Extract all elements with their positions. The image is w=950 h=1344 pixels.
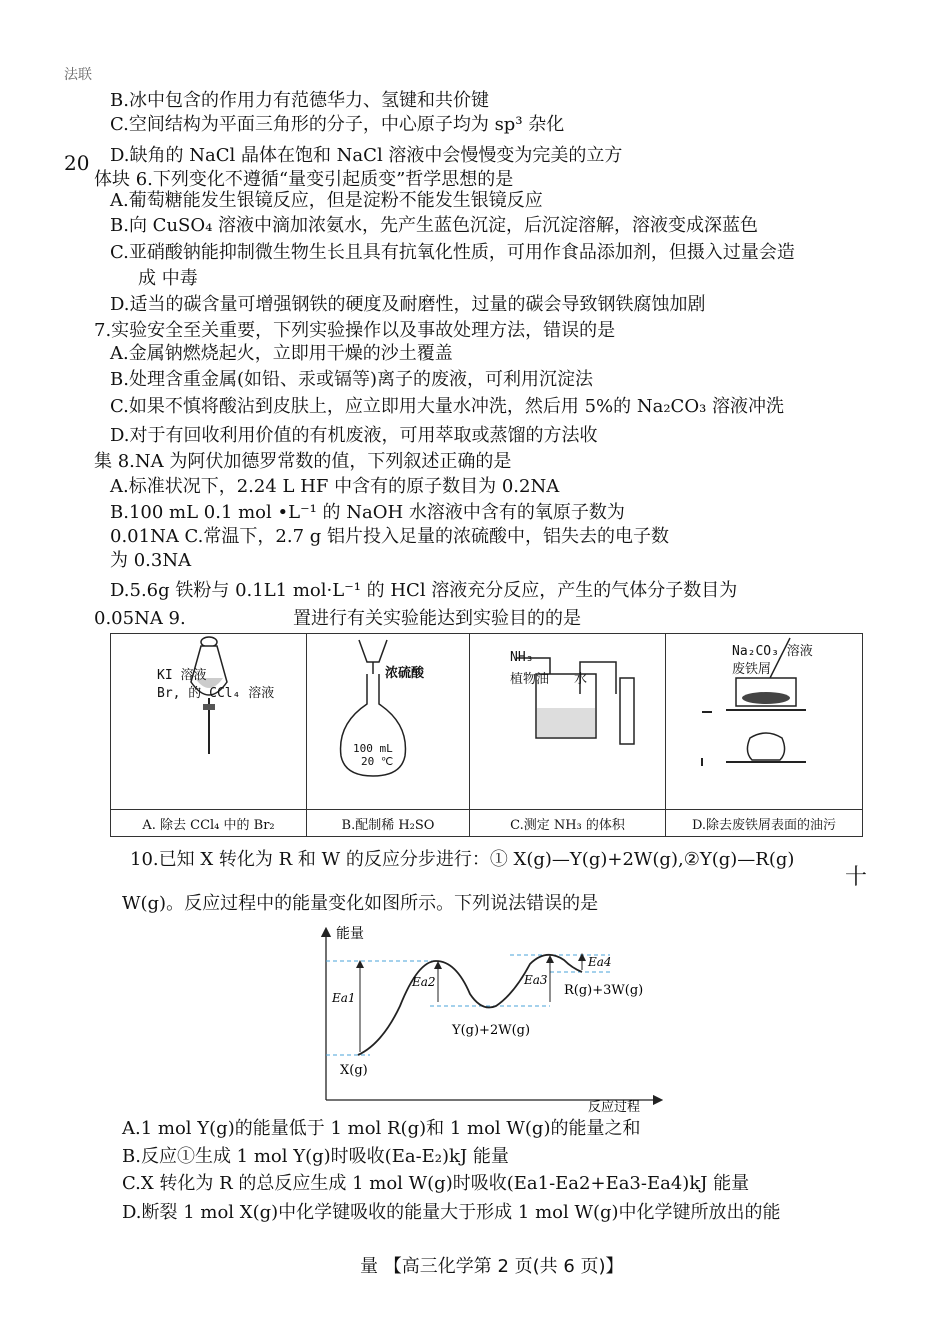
apparatus-b-cell [307, 634, 470, 810]
q6-option-b: B.向 CuSO₄ 溶液中滴加浓氨水，先产生蓝色沉淀，后沉淀溶解，溶液变成深蓝色 [110, 215, 759, 236]
label-water: 水 [574, 672, 588, 687]
volumetric-flask-icon [307, 634, 470, 810]
q6-option-a: A.葡萄糖能发生银镜反应，但是淀粉不能发生银镜反应 [110, 190, 543, 211]
q8-option-d: D.5.6g 铁粉与 0.1L1 mol·L⁻¹ 的 HCl 溶液充分反应，产生的气体分子数目为 [110, 580, 738, 601]
q8-option-b-cont: 0.01NA C.常温下，2.7 g 铝片投入足量的浓硫酸中，铝失去的电子数 [110, 526, 669, 547]
label-ea3: Ea3 [524, 973, 548, 987]
q10-option-d: D.断裂 1 mol X(g)中化学键吸收的能量大于形成 1 mol W(g)中化学键所放出的能 [122, 1202, 781, 1223]
caption-c: C.测定 NH₃ 的体积 [470, 810, 666, 837]
q9-stem-start: 0.05NA 9. [94, 608, 186, 629]
apparatus-c-cell [470, 634, 666, 810]
margin-mark-top: 法联 [64, 67, 92, 83]
state-r: R(g)+3W(g) [564, 983, 644, 998]
q7-option-c: C.如果不慎将酸沾到皮肤上，应立即用大量水冲洗，然后用 5%的 Na₂CO₃ 溶液冲洗 [110, 396, 785, 417]
label-ki-solution: KI 溶液 [157, 668, 207, 683]
label-br-ccl4: Br, 的 CCl₄ 溶液 [157, 686, 275, 701]
label-ea2: Ea2 [412, 975, 436, 989]
label-ea1: Ea1 [332, 991, 356, 1005]
x-axis-label: 反应过程 [588, 1100, 641, 1115]
label-flask-volume: 100 mL [353, 742, 393, 755]
margin-mark-right: 十 [845, 865, 868, 890]
q7-option-a: A.金属钠燃烧起火，立即用干燥的沙土覆盖 [110, 343, 453, 364]
separatory-funnel-icon [111, 634, 307, 810]
caption-d: D.除去废铁屑表面的油污 [666, 810, 863, 837]
label-nh3: NH₃ [510, 650, 534, 665]
q5-option-d: D.缺角的 NaCl 晶体在饱和 NaCl 溶液中会慢慢变为完美的立方 [110, 145, 623, 166]
q8-option-a: A.标准状况下，2.24 L HF 中含有的原子数目为 0.2NA [110, 476, 560, 497]
q5-option-b: B.冰中包含的作用力有范德华力、氢键和共价键 [110, 90, 489, 111]
q8-option-b-cont2: 为 0.3NA [110, 550, 192, 571]
q6-option-c: C.亚硝酸钠能抑制微生物生长且具有抗氧化性质，可用作食品添加剂，但摄入过量会造 [110, 242, 795, 263]
apparatus-a-cell [111, 634, 307, 810]
q10-stem-cont: W(g)。反应过程中的能量变化如图所示。下列说法错误的是 [122, 893, 599, 914]
gas-collection-apparatus-icon [470, 634, 666, 810]
page-footer: 量 【高三化学第 2 页(共 6 页)】 [360, 1256, 624, 1277]
energy-diagram [310, 924, 670, 1116]
q5-option-c: C.空间结构为平面三角形的分子，中心原子均为 sp³ 杂化 [110, 114, 565, 135]
caption-b: B.配制稀 H₂SO [307, 810, 470, 837]
q10-option-b: B.反应①生成 1 mol Y(g)时吸收(Ea-E₂)kJ 能量 [122, 1146, 509, 1167]
state-y: Y(g)+2W(g) [452, 1023, 531, 1038]
label-flask-temp: 20 ℃ [361, 755, 394, 768]
q10-option-a: A.1 mol Y(g)的能量低于 1 mol R(g)和 1 mol W(g)的能量之和 [122, 1118, 641, 1139]
caption-a: A. 除去 CCl₄ 中的 Br₂ [111, 810, 307, 837]
q9-stem: 置进行有关实验能达到实验目的的是 [293, 608, 581, 629]
q6-option-c-cont: 成 中毒 [138, 268, 198, 289]
experiment-table [110, 633, 863, 837]
q8-stem: 集 8.NA 为阿伏加德罗常数的值，下列叙述正确的是 [94, 451, 512, 472]
q7-option-d: D.对于有回收利用价值的有机废液，可用萃取或蒸馏的方法收 [110, 425, 598, 446]
margin-mark-left: 20 [64, 151, 90, 175]
q10-option-c: C.X 转化为 R 的总反应生成 1 mol W(g)时吸收(Ea1-Ea2+Ea3-Ea4)kJ 能量 [122, 1173, 750, 1194]
label-vegetable-oil: 植物油 [510, 672, 550, 687]
q7-stem: 7.实验安全至关重要，下列实验操作以及事故处理方法，错误的是 [94, 320, 616, 341]
q8-option-b: B.100 mL 0.1 mol •L⁻¹ 的 NaOH 水溶液中含有的氧原子数为 [110, 502, 625, 523]
label-ea4: Ea4 [588, 955, 612, 969]
y-axis-label: 能量 [336, 926, 364, 942]
q7-option-b: B.处理含重金属(如铅、汞或镉等)离子的废液，可利用沉淀法 [110, 369, 593, 390]
label-conc-sulfuric: 浓硫酸 [385, 666, 425, 681]
label-na2co3-solution: Na₂CO₃ 溶液 [732, 644, 813, 659]
apparatus-d-cell [666, 634, 863, 810]
q6-stem: 体块 6.下列变化不遵循“量变引起质变”哲学思想的是 [94, 169, 514, 190]
energy-curve [358, 955, 582, 1055]
q10-stem: 10.已知 X 转化为 R 和 W 的反应分步进行：① X(g)—Y(g)+2W(g),②Y(g)—R(g) [130, 849, 795, 870]
state-x: X(g) [340, 1063, 368, 1078]
label-waste-iron: 废铁屑 [732, 662, 772, 677]
q6-option-d: D.适当的碳含量可增强钢铁的硬度及耐磨性，过量的碳会导致钢铁腐蚀加剧 [110, 294, 706, 315]
